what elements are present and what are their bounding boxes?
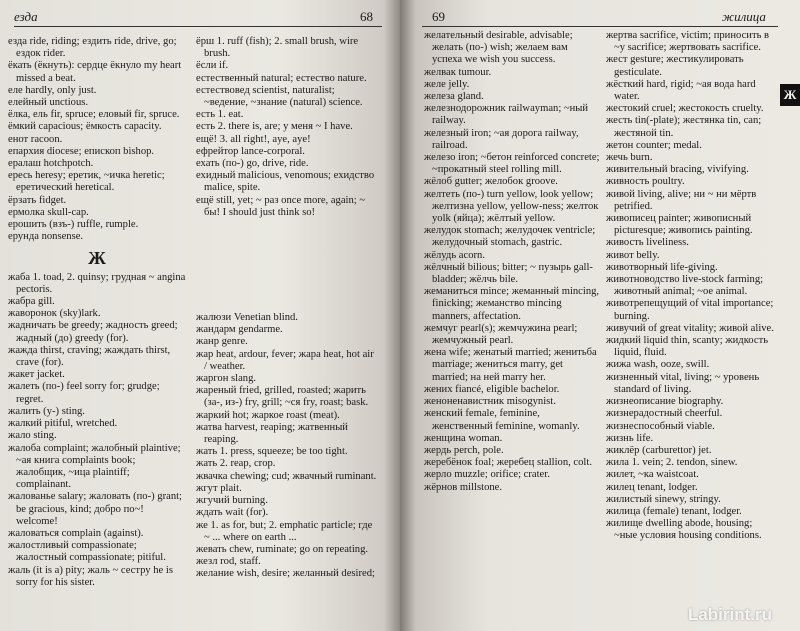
dictionary-entry: жезл rod, staff. — [196, 556, 261, 568]
dictionary-entry: жерло muzzle; orifice; crater. — [424, 469, 550, 481]
dictionary-entry: жадничать be greedy; жадность greed; жадный (до) greedy (for). — [8, 320, 178, 344]
dictionary-entry: жать 1. press, squeeze; be too tight. — [196, 446, 348, 458]
dictionary-entry: жилище dwelling abode, housing; ~ные условия housing conditions. — [606, 518, 762, 542]
dictionary-entry: естествовед scientist, naturalist; ~ведение, ~знание (natural) science. — [196, 84, 363, 109]
dictionary-entry: ералаш hotchpotch. — [8, 158, 94, 170]
dictionary-entry: живот belly. — [606, 249, 660, 261]
dictionary-entry: жесть tin(-plate); жестянка tin, can; жестяной tin. — [606, 115, 762, 139]
dictionary-entry: желательный desirable, advisable; желать (по-) wish; желаем вам успеха we wish you success. — [424, 30, 573, 66]
dictionary-entry: жечь burn. — [606, 152, 653, 164]
dictionary-entry: ёрзать fidget. — [8, 194, 67, 206]
dictionary-entry: естественный natural; естество nature. — [196, 72, 367, 84]
right-column-1 — [424, 30, 600, 494]
dictionary-entry: ёсли if. — [196, 60, 229, 72]
running-head: жилица — [722, 9, 766, 24]
dictionary-entry: железа gland. — [424, 91, 484, 103]
left-header — [14, 8, 382, 27]
dictionary-entry: жилец tenant, lodger. — [606, 481, 698, 493]
dictionary-entry: жизнерадостный cheerful. — [606, 408, 723, 420]
dictionary-entry: жилистый sinewy, stringy. — [606, 493, 721, 505]
page-number: 68 — [360, 9, 373, 24]
left-column-2 — [196, 36, 378, 581]
dictionary-entry: жетон counter; medal. — [606, 139, 702, 151]
running-head: езда — [14, 9, 38, 24]
dictionary-entry: желудок stomach; желудочек ventricle; желудочный stomach, gastric. — [424, 225, 596, 249]
dictionary-entry: жёрнов millstone. — [424, 481, 503, 493]
dictionary-entry: женоненавистник misogynist. — [424, 396, 556, 408]
dictionary-entry: железный iron; ~ая дорога railway, railroad. — [424, 127, 579, 151]
dictionary-entry: жизнеспособный viable. — [606, 420, 715, 432]
dictionary-entry: ёкать (ёкнуть): сердце ёкнуло my heart missed a beat. — [8, 60, 182, 84]
dictionary-entry: жалованье salary; жаловать (по-) grant; be gracious, kind; добро по~! welcome! — [8, 491, 183, 527]
dictionary-entry: есть 2. there is, are; у меня ~ I have. — [196, 121, 353, 133]
dictionary-entry: ждать wait (for). — [196, 507, 269, 519]
dictionary-entry: ерошить (взъ-) ruffle, rumple. — [8, 219, 139, 231]
dictionary-entry: железнодорожник railwayman; ~ный railway. — [424, 103, 589, 127]
dictionary-entry: жакет jacket. — [8, 369, 65, 381]
dictionary-entry: живучий of great vitality; живой alive. — [606, 322, 774, 334]
left-column-1 — [8, 36, 186, 589]
dictionary-entry: есть 1. eat. — [196, 109, 244, 121]
dictionary-entry: желтеть (по-) turn yellow, look yellow; желтизна yellow, yellow-ness; желток yolk (яйца); жёлтый yellow. — [424, 188, 599, 225]
dictionary-entry: ермолка skull-cap. — [8, 206, 89, 218]
dictionary-entry: жалостливый compassionate; жалостный compassionate; pitiful. — [8, 540, 166, 564]
dictionary-entry: жест gesture; жестикулировать gesticulate. — [606, 54, 744, 78]
dictionary-entry: желе jelly. — [424, 78, 470, 90]
dictionary-entry: жало sting. — [8, 430, 57, 442]
dictionary-entry: жёлоб gutter; желобок groove. — [424, 176, 558, 188]
dictionary-entry: жаргон slang. — [196, 373, 257, 385]
dictionary-entry: жестокий cruel; жестокость cruelty. — [606, 103, 764, 115]
dictionary-entry: ёмкий capacious; ёмкость capacity. — [8, 121, 162, 133]
dictionary-entry: жалеть (по-) feel sorry for; grudge; regret. — [8, 381, 160, 405]
dictionary-entry: же 1. as for, but; 2. emphatic particle; где ~ ... where on earth ... — [196, 519, 373, 543]
right-page — [400, 0, 800, 631]
dictionary-entry: жалкий pitiful, wretched. — [8, 418, 118, 430]
dictionary-entry: жаловаться complain (against). — [8, 527, 144, 539]
dictionary-entry: ерунда nonsense. — [8, 231, 84, 243]
dictionary-entry: ещё still, yet; ~ раз once more, again; ~ бы! I should just think so! — [196, 194, 366, 218]
dictionary-entry: епархия diocese; епископ bishop. — [8, 145, 155, 157]
dictionary-entry: елейный unctious. — [8, 97, 89, 109]
dictionary-entry: жижа wash, ooze, swill. — [606, 359, 710, 371]
thumb-index-tab: Ж — [780, 84, 800, 106]
dictionary-entry: желание wish, desire; желанный desired; — [196, 568, 375, 580]
dictionary-entry: жемчуг pearl(s); жемчужина pearl; жемчужный pearl. — [424, 322, 578, 347]
dictionary-entry: жалоба complaint; жалобный plaintive; ~ая книга complaints book; жалобщик, ~ица plaintiff; complainant. — [8, 442, 181, 491]
dictionary-entry: жареный fried, grilled, roasted; жарить (за-, из-) fry, grill; ~ся fry, roast; bask. — [196, 385, 369, 409]
dictionary-entry: жизнь life. — [606, 432, 654, 444]
dictionary-entry: жёсткий hard, rigid; ~ая вода hard water. — [606, 78, 756, 103]
letter-heading: Ж — [88, 248, 106, 269]
dictionary-entry: жажда thirst, craving; жаждать thirst, crave (for). — [8, 344, 171, 369]
dictionary-entry: женский female, feminine, женственный feminine, womanly. — [424, 408, 580, 432]
dictionary-entry: жаворонок (sky)lark. — [8, 308, 101, 320]
dictionary-entry: жизненный vital, living; ~ уровень standard of living. — [606, 371, 760, 395]
dictionary-entry: ёлка, ель fir, spruce; еловый fir, spruce. — [8, 109, 180, 121]
dictionary-entry: жила 1. vein; 2. tendon, sinew. — [606, 457, 738, 469]
dictionary-entry: езда ride, riding; ездить ride, drive, go; ездок rider. — [8, 36, 177, 60]
dictionary-entry: жена wife; женатый married; женитьба marriage; жениться marry, get married; на ней marry her. — [424, 347, 597, 383]
dictionary-entry: живописец painter; живописный picturesque; живопись painting. — [606, 213, 753, 237]
dictionary-entry: живость liveliness. — [606, 237, 689, 249]
dictionary-entry: жёлчный bilious; bitter; ~ пузырь gall-bladder; жёлчь bile. — [424, 261, 593, 286]
dictionary-entry: ещё! 3. all right!, aye, aye! — [196, 133, 311, 145]
dictionary-entry: жанр genre. — [196, 336, 248, 348]
dictionary-entry: жандарм gendarme. — [196, 324, 283, 336]
dictionary-entry: жизнеописание biography. — [606, 396, 724, 408]
dictionary-entry: жертва sacrifice, victim; приносить в ~у sacrifice; жертвовать sacrifice. — [606, 30, 770, 54]
dictionary-entry: жёлудь acorn. — [424, 249, 485, 261]
dictionary-entry: животворный life-giving. — [606, 261, 718, 273]
dictionary-entry: женщина woman. — [424, 432, 503, 444]
dictionary-entry: ефрейтор lance-corporal. — [196, 145, 305, 157]
dictionary-entry: жабра gill. — [8, 296, 55, 308]
dictionary-entry: еле hardly, only just. — [8, 84, 97, 96]
dictionary-entry: жеманиться mince; жеманный mincing, finicking; жеманство mincing manners, affectation. — [424, 286, 600, 322]
dictionary-entry: жать 2. reap, crop. — [196, 458, 276, 470]
dictionary-entry: жатва harvest, reaping; жатвенный reaping. — [196, 421, 348, 446]
dictionary-entry: жаль (it is a) pity; жаль ~ сестру he is sorry for his sister. — [8, 564, 173, 588]
dictionary-entry: енот racoon. — [8, 133, 63, 145]
right-column-2 — [606, 30, 774, 543]
dictionary-entry: ехать (по-) go, drive, ride. — [196, 158, 309, 170]
dictionary-entry: железо iron; ~бетон reinforced concrete; ~прокатный steel rolling mill. — [424, 152, 600, 176]
dictionary-entry: жених fiancé, eligible bachelor. — [424, 383, 560, 395]
dictionary-entry: жердь perch, pole. — [424, 444, 504, 456]
dictionary-entry: живой living, alive; ни ~ ни мёртв petrified. — [606, 188, 757, 212]
dictionary-entry: жидкий liquid thin, scanty; жидкость liquid, fluid. — [606, 335, 769, 359]
dictionary-entry: жгучий burning. — [196, 495, 268, 507]
watermark: Labirint.ru — [687, 605, 772, 624]
dictionary-entry: жаркий hot; жаркое roast (meat). — [196, 409, 340, 421]
dictionary-entry: ересь heresy; еретик, ~ичка heretic; еретический heretical. — [8, 170, 165, 194]
dictionary-entry: жилица (female) tenant, lodger. — [606, 505, 742, 517]
dictionary-entry: ехидный malicious, venomous; ехидство malice, spite. — [196, 170, 375, 194]
dictionary-entry: живительный bracing, vivifying. — [606, 164, 749, 176]
dictionary-entry: живность poultry. — [606, 176, 685, 188]
right-header — [422, 8, 778, 27]
dictionary-entry: жаба 1. toad, 2. quinsy; грудная ~ angina pectoris. — [8, 271, 186, 295]
dictionary-entry: жеребёнок foal; жеребец stallion, colt. — [424, 457, 592, 469]
dictionary-entry: животноводство live-stock farming; животный animal; ~ое animal. — [606, 274, 764, 298]
dictionary-entry: ёрш 1. ruff (fish); 2. small brush, wire brush. — [196, 36, 359, 60]
dictionary-entry: жвачка chewing; cud; жвачный ruminant. — [196, 470, 377, 482]
dictionary-entry: желвак tumour. — [424, 66, 492, 78]
dictionary-entry: жиклёр (carburettor) jet. — [606, 444, 712, 456]
dictionary-entry: жалюзи Venetian blind. — [196, 312, 298, 324]
dictionary-entry: жар heat, ardour, fever; жара heat, hot air / weather. — [196, 348, 374, 372]
dictionary-entry: животрепещущий of vital importance; burning. — [606, 298, 774, 322]
dictionary-entry: жилет, ~ка waistcoat. — [606, 469, 699, 481]
dictionary-entry: жгут plait. — [196, 482, 242, 494]
dictionary-entry: жевать chew, ruminate; go on repeating. — [196, 543, 369, 555]
dictionary-entry: жалить (у-) sting. — [8, 405, 85, 417]
page-number: 69 — [432, 9, 445, 24]
